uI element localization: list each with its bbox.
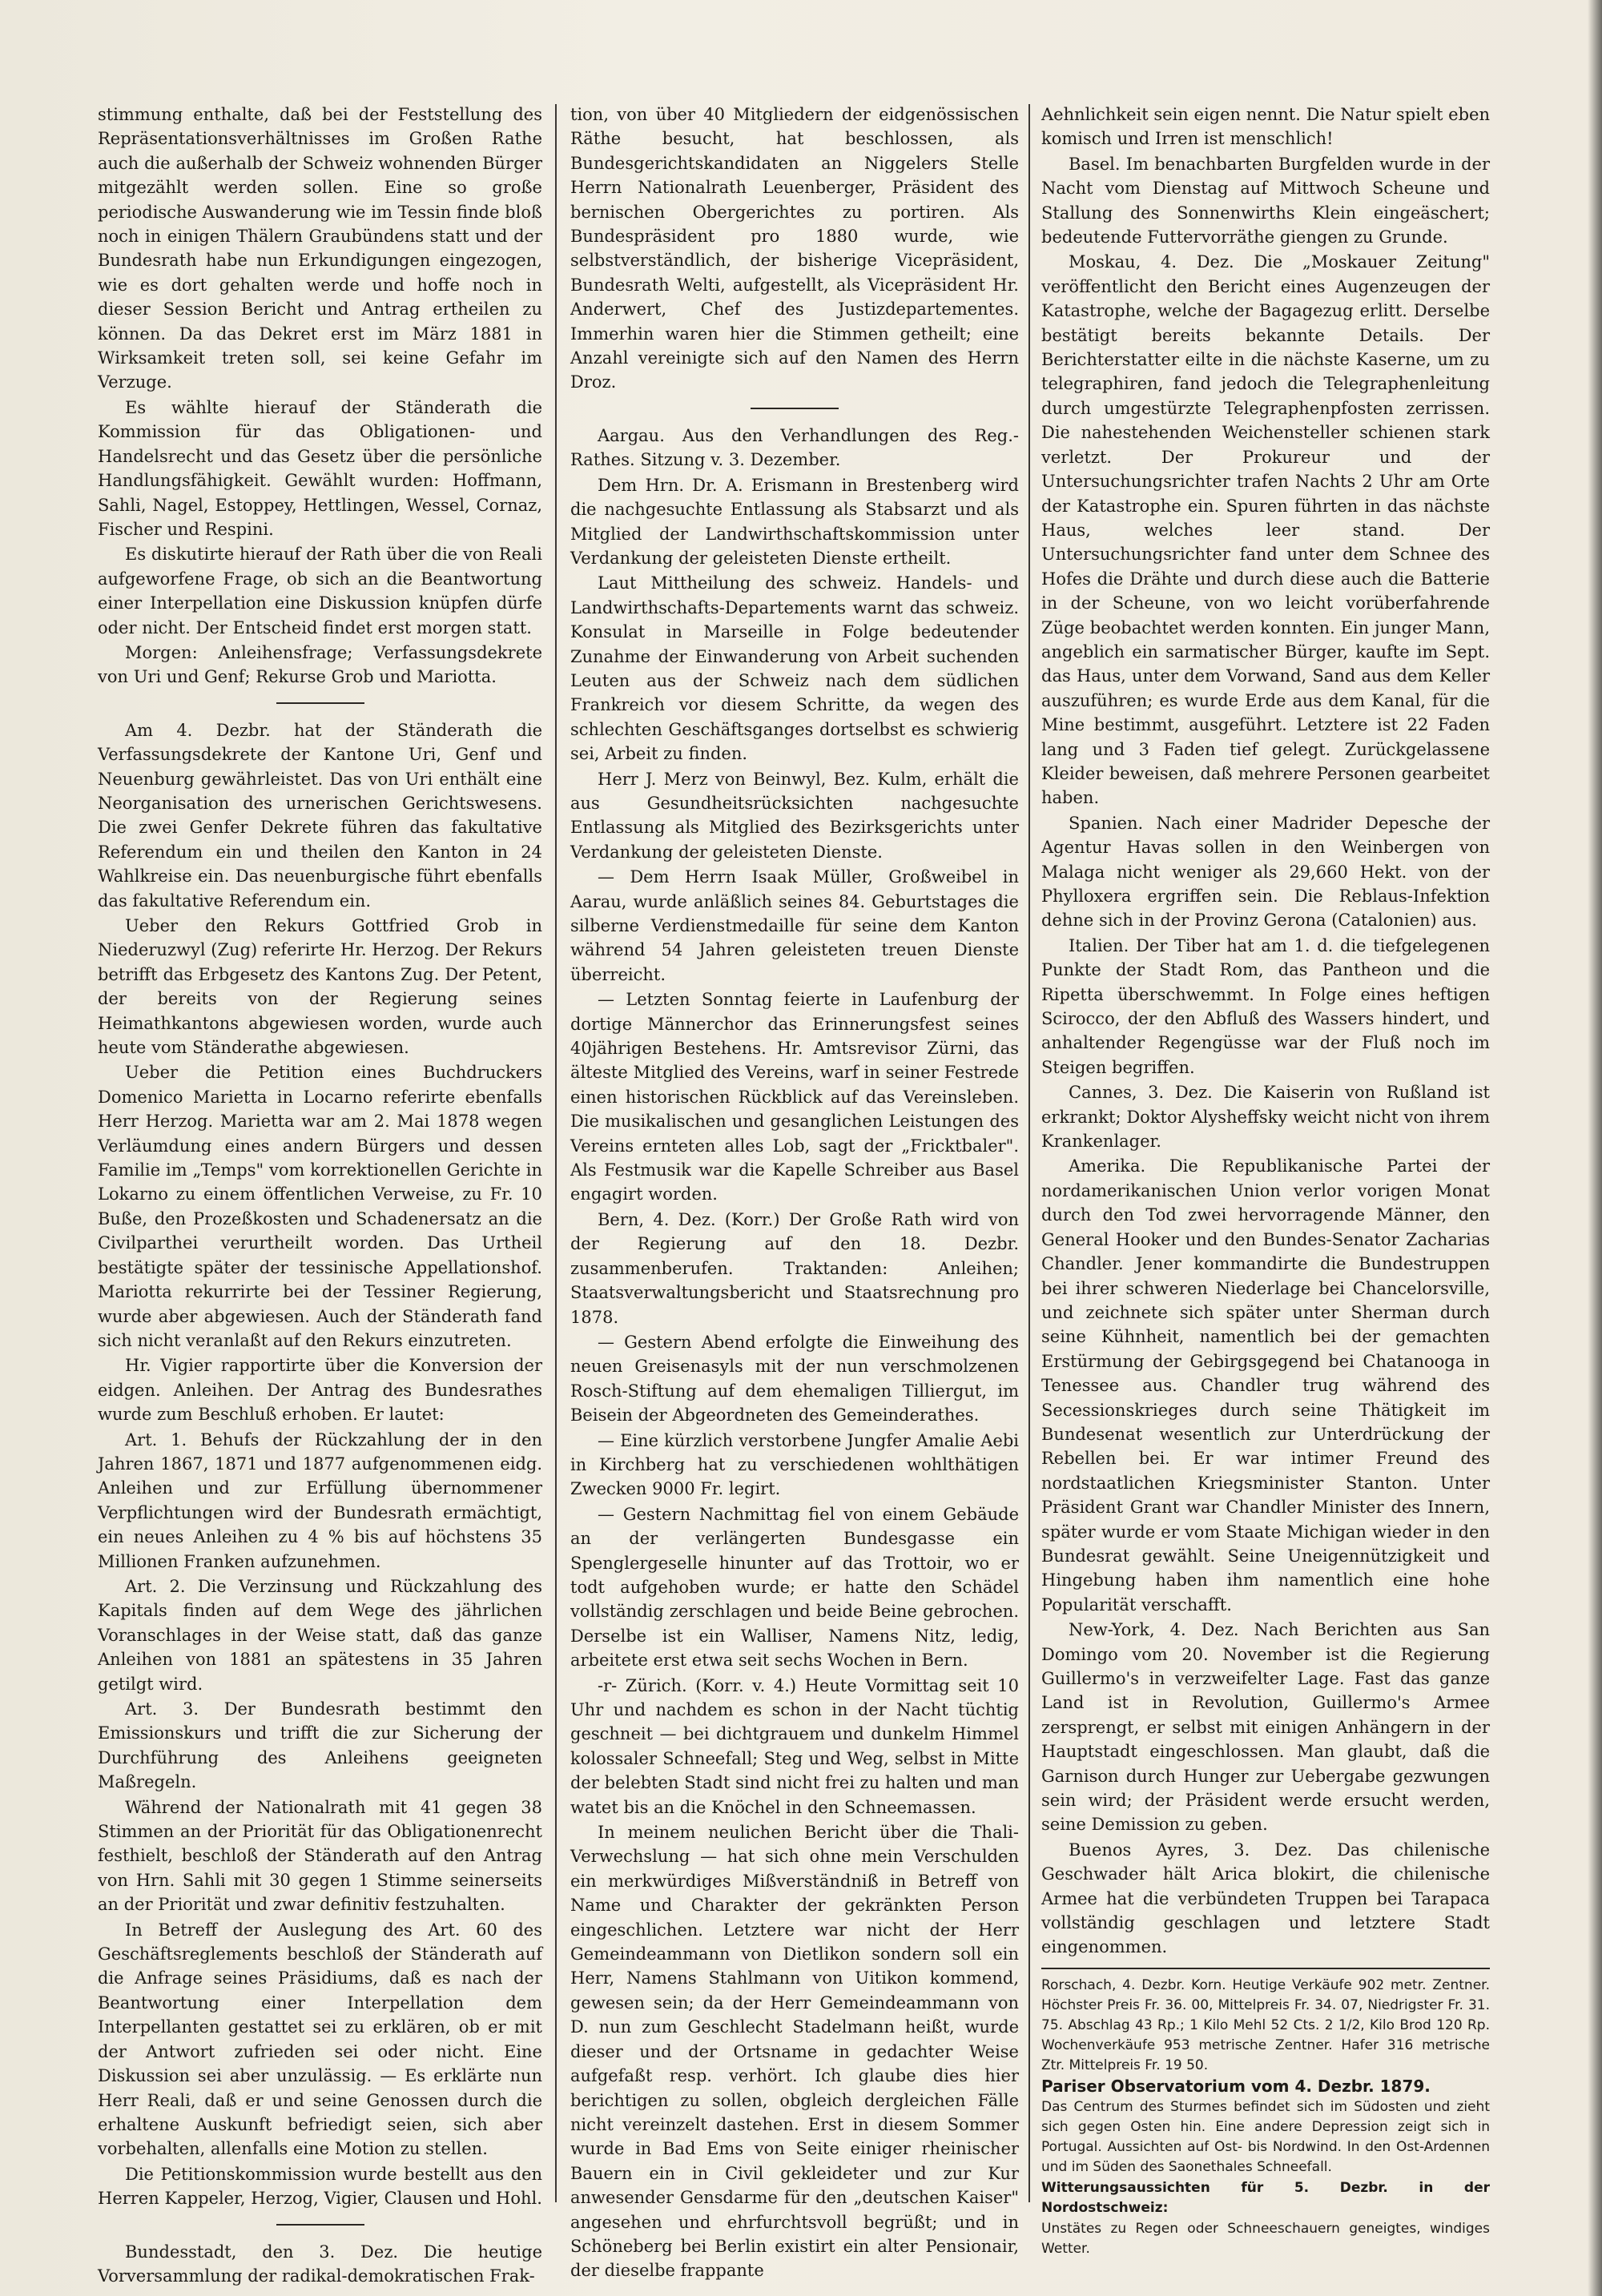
article-paragraph: — Eine kürzlich verstorbene Jungfer Amalie Aebi in Kirchberg hat zu verschiedenen wohlthätigen Zwecken 9000 Fr. legirt. bbox=[570, 1430, 1019, 1499]
article-paragraph: In Betreff der Auslegung des Art. 60 des Geschäftsreglements beschloß der Ständerath auf die Anfrage seines Präsidiums, daß es nach der Beantwortung einer Interpellation dem Interpellanten gestattet sei zu erklären, ob er mit der Antwort zufrieden sei oder nicht. Eine Diskussion sei aber unzulässig. — Es erklärte nun Herr Reali, daß er und seine Genossen durch die erhaltene Auskunft befriedigt seien, sich aber vorbehalten, allenfalls eine Motion zu stellen. bbox=[98, 1920, 542, 2159]
article-paragraph: -r- Zürich. (Korr. v. 4.) Heute Vormittag seit 10 Uhr und nachdem es schon in der Nacht tüchtig geschneit — bei dichtgrauem und dunkelm Himmel kolossaler Schneefall; Steg und Weg, selbst in Mitte der belebten Stadt sind nicht frei zu halten und man watet bis an die Knöchel in den Schneemassen. bbox=[570, 1675, 1019, 1817]
article-paragraph: Art. 1. Behufs der Rückzahlung der in den Jahren 1867, 1871 und 1877 aufgenommenen eidg. Anleihen und zur Erfüllung übernommener Verpflichtungen wird der Bundesrath ermächtigt, ein neues Anleihen zu 4 % bis auf höchstens 35 Millionen Franken aufzunehmen. bbox=[98, 1429, 542, 1571]
article-separator bbox=[276, 702, 364, 704]
article-paragraph: — Dem Herrn Isaak Müller, Großweibel in Aarau, wurde anläßlich seines 84. Geburtstages die silberne Verdienstmedaille für seine dem Kanton während 54 Jahren geleisteten treuen Dienste überreicht. bbox=[570, 867, 1019, 984]
article-paragraph: Ueber den Rekurs Gottfried Grob in Niederuzwyl (Zug) referirte Hr. Herzog. Der Rekurs betrifft das Erbgesetz des Kantons Zug. Der Petent, der bereits von der Regierung seines Heimathkantons abgewiesen worden, wurde auch heute vom Ständerathe abgewiesen. bbox=[98, 916, 542, 1058]
article-paragraph: Am 4. Dezbr. hat der Ständerath die Verfassungsdekrete der Kantone Uri, Genf und Neuenburg gewährleistet. Das von Uri enthält eine Neorganisation des urnerischen Gerichtswesens. Die zwei Genfer Dekrete führen das fakultative Referendum ein und theilen den Kanton in 24 Wahlkreise ein. Das neuenburgische führt ebenfalls das fakultative Referendum ein. bbox=[98, 720, 542, 911]
article-paragraph: Die Petitionskommission wurde bestellt aus den Herren Kappeler, Herzog, Vigier, Clausen und Hohl. bbox=[98, 2164, 542, 2209]
article-separator bbox=[276, 2224, 364, 2226]
column-rule-right bbox=[1028, 104, 1030, 2202]
section-rule bbox=[1041, 1968, 1490, 1969]
article-paragraph: Moskau, 4. Dez. Die „Moskauer Zeitung" veröffentlicht den Bericht eines Augenzeugen der Katastrophe, welche der Bagagezug erlitt. Derselbe bestätigt bereits bekannte Details. Der Berichterstatter eilte in die nächste Kaserne, um zu telegraphiren, fand jedoch die Telegraphenleitung durch umgestürzte Telegraphenpfosten zerrissen. Die nahestehenden Weichensteller schienen stark verletzt. Der Prokureur und der Untersuchungsrichter trafen Nachts 2 Uhr am Orte der Katastrophe ein. Spuren führten in das nächste Haus, welches leer stand. Der Untersuchungsrichter fand unter dem Schnee des Hofes die Drähte und durch diese auch die Batterie in der Scheune, von wo leicht vorüberfahrende Züge beobachtet werden konnten. Ein junger Mann, angeblich ein sarmatischer Bürger, kaufte im Sept. das Haus, unter dem Vorwand, Sand aus dem Keller auszuführen; es wurde Erde aus dem Kanal, für die Mine bestimmt, ausgeführt. Letztere ist 22 Faden lang und 3 Faden tief gelegt. Zurückgelassene Kleider beweisen, daß mehrere Personen gearbeitet haben. bbox=[1041, 252, 1490, 808]
article-paragraph: Buenos Ayres, 3. Dez. Das chilenische Geschwader hält Arica blokirt, die chilenische Armee hat die verbündeten Truppen bei Tarapaca vollständig geschlagen und letztere Stadt eingenommen. bbox=[1041, 1840, 1490, 1957]
article-paragraph: Spanien. Nach einer Madrider Depesche der Agentur Havas sollen in den Weinbergen von Malaga nicht weniger als 29,660 Hekt. von der Phylloxera ergriffen sein. Die Reblaus-Infektion dehne sich in der Provinz Gerona (Catalonien) aus. bbox=[1041, 813, 1490, 931]
column-left bbox=[98, 103, 542, 2286]
article-paragraph: — Gestern Abend erfolgte die Einweihung des neuen Greisenasyls mit der nun verschmolzenen Rosch-Stiftung auf dem ehemaligen Tilliergut, im Beisein der Abgeordneten des Gemeinderathes. bbox=[570, 1332, 1019, 1425]
market-prices: Rorschach, 4. Dezbr. Korn. Heutige Verkäufe 902 metr. Zentner. Höchster Preis Fr. 36. 00, Mittelpreis Fr. 34. 07, Niedrigster Fr. 31. 75. Abschlag 43 Rp.; 1 Kilo Mehl 52 Cts. 2 1/2, Kilo Brod 120 Rp. Wochenverkäufe 953 metrische Zentner. Hafer 316 metrische Ztr. Mittelpreis Fr. 19 50. bbox=[1041, 1976, 1490, 2073]
article-paragraph: Herr J. Merz von Beinwyl, Bez. Kulm, erhält die aus Gesundheitsrücksichten nachgesuchte Entlassung als Mitglied des Bezirksgerichts unter Verdankung der geleisteten Dienste. bbox=[570, 769, 1019, 862]
weather-title: Witterungsaussichten für 5. Dezbr. in der Nordostschweiz: bbox=[1041, 2179, 1490, 2216]
article-paragraph: Italien. Der Tiber hat am 1. d. die tiefgelegenen Punkte der Stadt Rom, das Pantheon und die Ripetta überschwemmt. In Folge eines heftigen Scirocco, der den Abfluß des Wassers hindert, und anhaltender Regengüsse war der Fluß noch im Steigen begriffen. bbox=[1041, 935, 1490, 1077]
article-paragraph: Basel. Im benachbarten Burgfelden wurde in der Nacht vom Dienstag auf Mittwoch Scheune und Stallung des Sonnenwirths Klein eingeäschert; bedeutende Futtervorräthe giengen zu Grunde. bbox=[1041, 154, 1490, 247]
article-paragraph: In meinem neulichen Bericht über die Thali-Verwechslung — hat sich ohne mein Verschulden ein merkwürdiges Mißverständniß in Betreff von Name und Charakter der gekränkten Person eingeschlichen. Letztere war nicht der Herr Gemeindeammann von Dietlikon sondern soll ein Herr, Namens Stahlmann von Uitikon kommend, gewesen sein; da der Herr Gemeindeammann von D. nun zum Geschlecht Stadelmann heißt, wurde dieser und der Ortsname in gedachter Weise aufgefaßt resp. verhört. Ich glaube dies hier berichtigen zu sollen, obgleich dergleichen Fälle nicht vereinzelt dastehen. Erst in diesem Sommer wurde in Bad Ems von Seite einiger rheinischer Bauern ein in Civil gekleideter und zur Kur anwesender Gensdarme für den „deutschen Kaiser" angesehen und ehrfurchtsvoll begrüßt; und in Schöneberg bei Berlin existirt ein alter Pensionair, der dieselbe frappante bbox=[570, 1823, 1019, 2281]
article-paragraph: Ueber die Petition eines Buchdruckers Domenico Marietta in Locarno referirte ebenfalls Herr Herzog. Marietta war am 2. Mai 1878 wegen Verläumdung eines andern Bürgers und dessen Familie im „Temps" vom korrektionellen Gerichte in Lokarno zu einem öffentlichen Verweise, zu Fr. 10 Buße, den Prozeßkosten und Schadenersatz an die Civilparthei verurtheilt worden. Das Urtheil bestätigte später der tessinische Appellationshof. Mariotta rekurrirte bei der Tessiner Regierung, wurde aber abgewiesen. Auch der Ständerath fand sich nicht veranlaßt auf den Rekurs einzutreten. bbox=[98, 1063, 542, 1350]
column-right bbox=[1041, 103, 1490, 2257]
article-paragraph: New-York, 4. Dez. Nach Berichten aus San Domingo vom 20. November ist die Regierung Guillermo's in verzweifelter Lage. Fast das ganze Land ist in Revolution, Guillermo's Armee zersprengt, er selbst mit einigen Anhängern in der Hauptstadt eingeschlossen. Man glaubt, daß die Garnison durch Hunger zur Uebergabe gezwungen sein wird; der Präsident werde ersucht werden, seine Demission zu geben. bbox=[1041, 1620, 1490, 1835]
article-paragraph: Aehnlichkeit sein eigen nennt. Die Natur spielt eben komisch und Irren ist menschlich! bbox=[1041, 105, 1490, 149]
article-paragraph: Amerika. Die Republikanische Partei der nordamerikanischen Union verlor vorigen Monat durch den Tod zwei hervorragende Männer, den General Hooker und den Bundes-Senator Zacharias Chandler. Jener kommandirte die Bundestruppen bei ihrer schweren Niederlage bei Chancelorsville, und zeichnete sich später unter Sherman durch seine Kühnheit, namentlich bei der gemachten Erstürmung der Gebirgsgegend bei Chatanooga in Tenessee aus. Chandler trug während des Secessionskrieges durch seine Thätigkeit im Bundesenat wesentlich zur Unterdrückung der Rebellen bei. Er war intimer Freund des nordstaatlichen Kriegsminister Stanton. Unter Präsident Grant war Chandler Minister des Innern, später wurde er vom Staate Michigan wieder in den Bundesrat gewählt. Seine Uneigennützigkeit und Hingebung haben ihm namentlich eine hohe Popularität verschafft. bbox=[1041, 1156, 1490, 1614]
article-paragraph: Morgen: Anleihensfrage; Verfassungsdekrete von Uri und Genf; Rekurse Grob und Mariotta. bbox=[98, 642, 542, 687]
article-paragraph: — Letzten Sonntag feierte in Laufenburg der dortige Männerchor das Erinnerungsfest seines 40jährigen Bestehens. Hr. Amtsrevisor Zürni, das älteste Mitglied des Vereins, warf in seiner Festrede einen historischen Rückblick auf das Vereinsleben. Die musikalischen und gesanglichen Leistungen des Vereins ernteten alles Lob, sagt der „Fricktbaler". Als Festmusik war die Kapelle Schreiber aus Basel engagirt worden. bbox=[570, 990, 1019, 1204]
article-paragraph: Während der Nationalrath mit 41 gegen 38 Stimmen an der Priorität für das Obligationenrecht festhielt, beschloß der Ständerath auf den Antrag von Hrn. Sahli mit 30 gegen 1 Stimme seinerseits an der Priorität und zwar definitiv festzuhalten. bbox=[98, 1797, 542, 1915]
article-paragraph: tion, von über 40 Mitgliedern der eidgenössischen Räthe besucht, hat beschlossen, als Bundesgerichtskandidaten an Niggelers Stelle Herrn Nationalrath Leuenberger, Präsident des bernischen Obergerichtes zu portiren. Als Bundespräsident pro 1880 wurde, wie selbstverständlich, der bisherige Vicepräsident, Bundesrath Welti, aufgestellt, als Vicepräsident Hr. Anderwert, Chef des Justizdepartementes. Immerhin waren hier die Stimmen getheilt; eine Anzahl vereinigte sich auf den Namen des Herrn Droz. bbox=[570, 105, 1019, 392]
article-paragraph: — Gestern Nachmittag fiel von einem Gebäude an der verlängerten Bundesgasse ein Spenglergeselle hinunter auf das Trottoir, wo er todt aufgehoben wurde; er hatte den Schädel vollständig zerschlagen und beide Beine gebrochen. Derselbe ist ein Walliser, Namens Nitz, ledig, arbeitete erst etwa seit sechs Wochen in Bern. bbox=[570, 1504, 1019, 1671]
article-paragraph: Bern, 4. Dez. (Korr.) Der Große Rath wird von der Regierung auf den 18. Dezbr. zusammenberufen. Traktanden: Anleihen; Staatsverwaltungsbericht und Staatsrechnung pro 1878. bbox=[570, 1209, 1019, 1327]
article-paragraph: Aargau. Aus den Verhandlungen des Reg.-Rathes. Sitzung v. 3. Dezember. bbox=[570, 425, 1019, 470]
article-separator bbox=[751, 408, 839, 409]
article-paragraph: Es diskutirte hierauf der Rath über die von Reali aufgeworfene Frage, ob sich an die Beantwortung einer Interpellation eine Diskussion knüpfen dürfe oder nicht. Der Entscheid findet erst morgen statt. bbox=[98, 545, 542, 637]
observatory-text: Das Centrum des Sturmes befindet sich im Südosten und zieht sich gegen Osten hin. Eine andere Depression zeigt sich in Portugal. Aussichten auf Ost- bis Nordwind. In den Ost-Ardennen und im Süden des Saonethales Schneefall. bbox=[1041, 2098, 1490, 2175]
article-paragraph: Art. 3. Der Bundesrath bestimmt den Emissionskurs und trifft die zur Sicherung der Durchführung des Anleihens geeigneten Maßregeln. bbox=[98, 1699, 542, 1792]
article-paragraph: Art. 2. Die Verzinsung und Rückzahlung des Kapitals finden auf dem Wege des jährlichen Voranschlages in der Weise statt, daß das ganze Anleihen von 1881 an spätestens in 35 Jahren getilgt wird. bbox=[98, 1576, 542, 1694]
article-paragraph: Cannes, 3. Dez. Die Kaiserin von Rußland ist erkrankt; Doktor Alysheffsky weicht nicht von ihrem Krankenlager. bbox=[1041, 1083, 1490, 1152]
article-paragraph: stimmung enthalte, daß bei der Feststellung des Repräsentationsverhältnisses im Großen Rathe auch die außerhalb der Schweiz wohnenden Bürger mitgezählt werden sollen. Eine so große periodische Auswanderung wie im Tessin finde bloß noch in einigen Thälern Graubündens statt und der Bundesrath habe nun Erkundigungen eingezogen, wie es dort gehalten werde und hoffe noch in dieser Session Bericht und Antrag ertheilen zu können. Da das Dekret erst im März 1881 in Wirksamkeit treten soll, sei keine Gefahr im Verzuge. bbox=[98, 105, 542, 392]
observatory-title: Pariser Observatorium vom 4. Dezbr. 1879. bbox=[1041, 2076, 1431, 2096]
weather-text: Unstätes zu Regen oder Schneeschauern geneigtes, windiges Wetter. bbox=[1041, 2220, 1490, 2257]
article-paragraph: Dem Hrn. Dr. A. Erismann in Brestenberg wird die nachgesuchte Entlassung als Stabsarzt und als Mitglied der Landwirthschaftskommission unter Verdankung der geleisteten Dienste ertheilt. bbox=[570, 475, 1019, 568]
column-rule-left bbox=[555, 104, 557, 2202]
article-paragraph: Bundesstadt, den 3. Dez. Die heutige Vorversammlung der radikal-demokratischen Frak- bbox=[98, 2242, 542, 2286]
article-paragraph: Laut Mittheilung des schweiz. Handels- und Landwirthschafts-Departements warnt das schweiz. Konsulat in Marseille in Folge bedeutender Zunahme der Einwanderung von Arbeit suchenden Leuten aus der Schweiz nach dem südlichen Frankreich vor diesem Schritte, da wegen des schlechten Geschäftsganges dortselbst es schwierig sei, Arbeit zu finden. bbox=[570, 573, 1019, 764]
article-paragraph: Es wählte hierauf der Ständerath die Kommission für das Obligationen- und Handelsrecht und das Gesetz über die persönliche Handlungsfähigkeit. Gewählt wurden: Hoffmann, Sahli, Nagel, Estoppey, Hettlingen, Wessel, Cornaz, Fischer und Respini. bbox=[98, 397, 542, 539]
column-middle bbox=[570, 103, 1019, 2281]
article-paragraph: Hr. Vigier rapportirte über die Konversion der eidgen. Anleihen. Der Antrag des Bundesrathes wurde zum Beschluß erhoben. Er lautet: bbox=[98, 1356, 542, 1425]
market-report bbox=[1041, 1976, 1490, 2259]
